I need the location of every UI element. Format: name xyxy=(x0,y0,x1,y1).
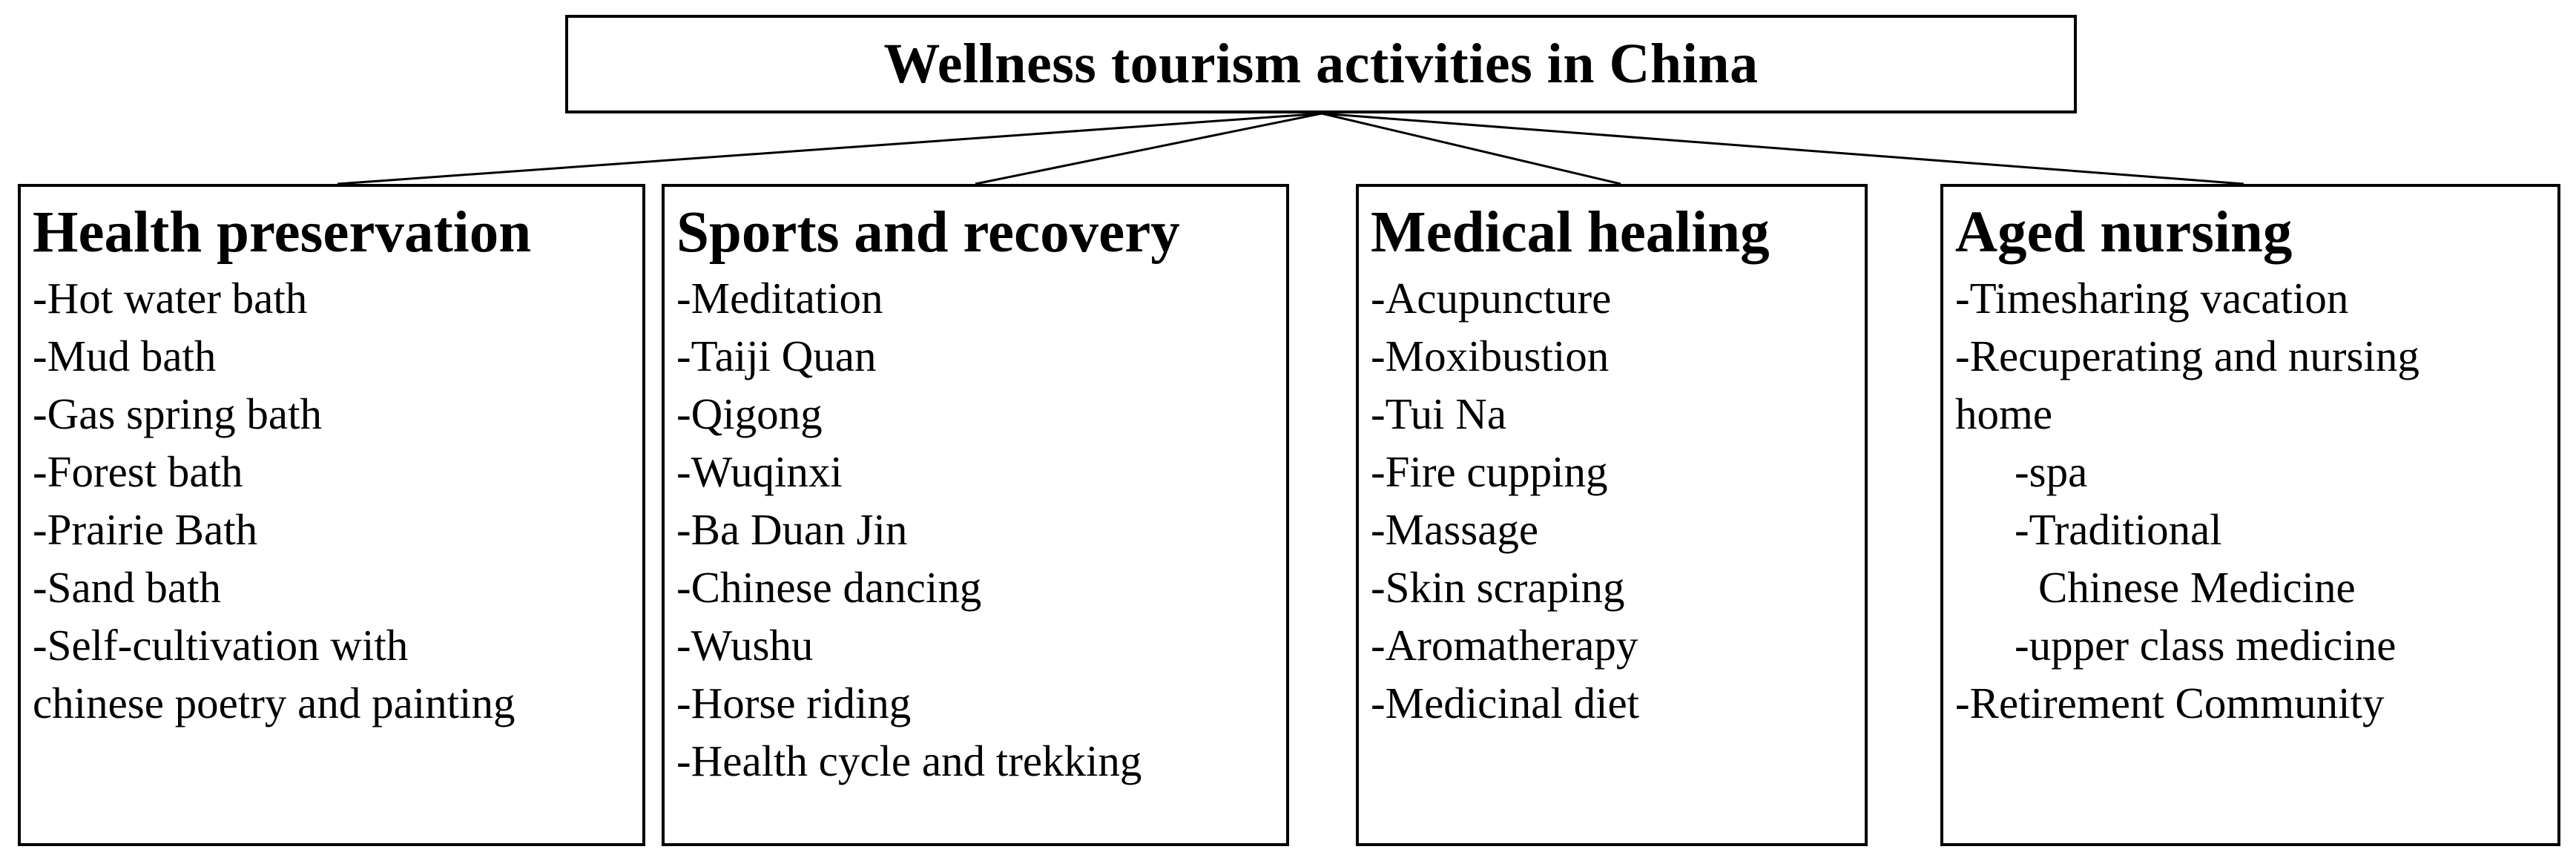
activity-item: -Retirement Community xyxy=(1955,679,2385,727)
activity-item: -Wuqinxi xyxy=(676,447,843,496)
activity-item: -Gas spring bath xyxy=(33,389,322,438)
activity-item: -Recuperating and nursing xyxy=(1955,331,2419,380)
activity-item: -Timesharing vacation xyxy=(1955,274,2349,323)
activity-item: -Fire cupping xyxy=(1371,447,1608,496)
category-heading: Medical healing xyxy=(1371,200,1770,265)
activity-item: -Health cycle and trekking xyxy=(676,736,1142,785)
activity-item: chinese poetry and painting xyxy=(33,679,515,727)
category-heading: Health preservation xyxy=(33,200,532,265)
activity-item: -Taiji Quan xyxy=(676,331,877,380)
activity-item: -Mud bath xyxy=(33,331,217,380)
activity-item: -Massage xyxy=(1371,505,1539,554)
activity-item: -Prairie Bath xyxy=(33,505,258,554)
activity-list xyxy=(676,269,1274,790)
activity-item: -Wushu xyxy=(676,621,814,670)
activity-item: -Forest bath xyxy=(33,447,243,496)
activity-item: -Skin scraping xyxy=(1371,563,1625,612)
activity-item: -Ba Duan Jin xyxy=(676,505,908,554)
activity-subitem: -upper class medicine xyxy=(2015,621,2397,670)
activity-subitem: Chinese Medicine xyxy=(2038,563,2356,612)
activity-item: -Chinese dancing xyxy=(676,563,982,612)
activity-item: -Meditation xyxy=(676,274,883,323)
category-health-preservation xyxy=(18,184,645,846)
activity-item: -Acupuncture xyxy=(1371,274,1612,323)
activity-list xyxy=(33,269,630,732)
activity-list xyxy=(1371,269,1853,732)
activity-item: home xyxy=(1955,389,2053,438)
category-aged-nursing xyxy=(1940,184,2560,846)
activity-item: -Sand bath xyxy=(33,563,221,612)
activity-item: -Moxibustion xyxy=(1371,331,1610,380)
diagram-title: Wellness tourism activities in China xyxy=(883,33,1759,95)
activity-item: -Aromatherapy xyxy=(1371,621,1638,670)
activity-item: -Horse riding xyxy=(676,679,912,727)
activity-item: -Self-cultivation with xyxy=(33,621,409,670)
category-heading: Aged nursing xyxy=(1955,200,2293,265)
activity-item: -Tui Na xyxy=(1371,389,1507,438)
root-node xyxy=(565,15,2077,113)
activity-item: -Qigong xyxy=(676,389,823,438)
activity-subitem: -spa xyxy=(2015,447,2088,496)
activity-item: -Hot water bath xyxy=(33,274,308,323)
category-sports-and-recovery xyxy=(662,184,1289,846)
activity-item: -Medicinal diet xyxy=(1371,679,1640,727)
connector-sports-and-recovery xyxy=(975,113,1322,184)
activity-subitem: -Traditional xyxy=(2015,505,2222,554)
activity-list xyxy=(1955,269,2546,732)
category-medical-healing xyxy=(1356,184,1868,846)
connector-health-preservation xyxy=(337,113,1322,184)
connector-aged-nursing xyxy=(1322,113,2244,184)
category-heading: Sports and recovery xyxy=(676,200,1180,265)
